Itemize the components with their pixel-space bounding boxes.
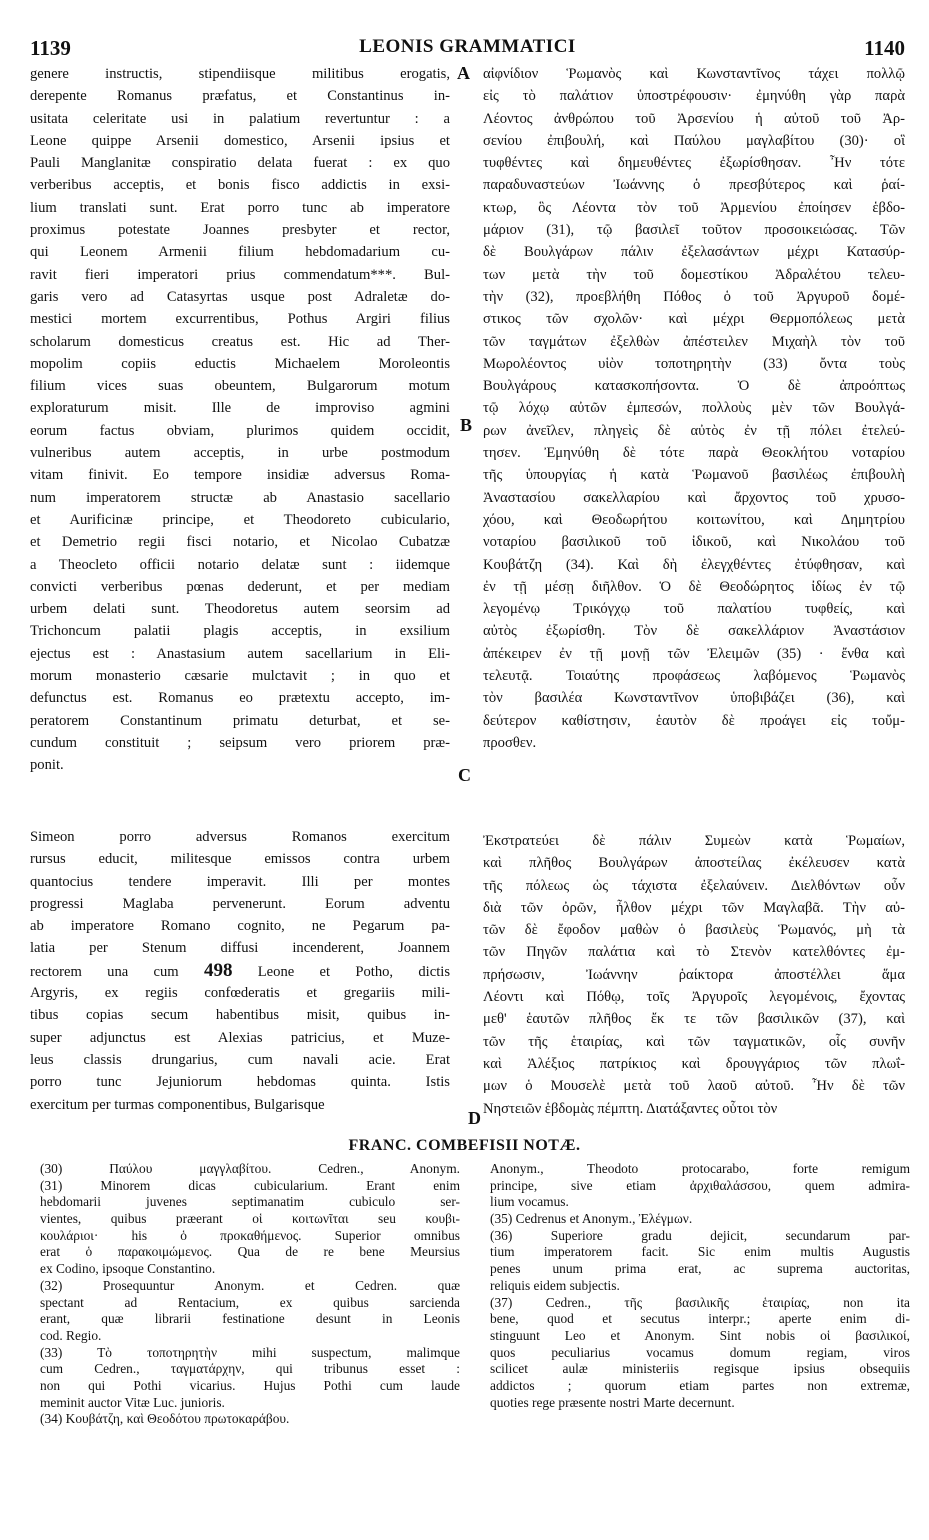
text-line: ρων ἀνεῖλεν, πληγεὶς δὲ αὐτὸς ἐν τῇ πόλει ἐτελεύ-: [483, 422, 905, 439]
note-line: (34) Κουβάτζη, καὶ Θεοδότου πρωτοκαράβου.: [40, 1411, 290, 1427]
latin-column-bottom: [30, 826, 450, 1116]
text-line: latia per Stenum diffusi incenderent, Joannem: [30, 940, 450, 957]
text-line: qui Leonem Armenii filium hebdomadarium cu-: [30, 244, 450, 261]
text-line: tibus copias secum habentibus misit, quibus in-: [30, 1007, 450, 1024]
text-line: ἐν τῇ μέσῃ διῆλθον. Ὁ δὲ Θεοδώρητος ἰδίως ἐν τῷ: [483, 578, 905, 595]
text-line: urbem delati sunt. Theodoretus autem seorsim ad: [30, 601, 450, 618]
text-line: στικος τῶν σχολῶν· καὶ μέχρι Θερμοπόλεως μετὰ: [483, 311, 905, 328]
text-line: τῶν Πηγῶν παλάτια καὶ τὸ Στενὸν κατελθόντες ἐμ-: [483, 944, 905, 961]
text-line: δὲ Βουλγάρων πάλιν ἐξελασάντων μέχρι Κατασύρ-: [483, 244, 905, 261]
latin-column-top: [30, 63, 450, 777]
note-line: (30) Παύλου μαγγλαβίτου. Cedren., Anonym.: [40, 1161, 460, 1176]
text-line: eorum factus obviam, plurimos quidem occidit,: [30, 422, 450, 439]
note-line: non qui Pothi vicarius. Hujus Pothi cum laude: [40, 1377, 460, 1393]
text-line: genere instructis, stipendiisque militibus erogatis,: [30, 66, 450, 82]
text-line: ἀπέκειρεν ἐν τῇ μονῇ τῶν Ἐλειμῶν (35) · ἔνθα καὶ: [483, 645, 905, 662]
text-line: τὴν (32), προεβλήθη Πόθος ὁ τοῦ Ἀργυροῦ δομέ-: [483, 288, 905, 305]
text-line: Trichoncum palatii plagis acceptis, in exsilium: [30, 623, 450, 640]
text-line: των μετὰ τὴν τοῦ δομεστίκου Ἀδραλέτου τελευ-: [483, 266, 905, 283]
note-line: κουλάριοι· his ὁ προκαθήμενος. Superior omnibus: [40, 1227, 460, 1243]
text-line: Ἐκστρατεύει δὲ πάλιν Συμεὼν κατὰ Ῥωμαίων,: [483, 833, 905, 849]
text-line: et Demetrio regii fisci notario, et Nicolao Cubatzæ: [30, 534, 450, 551]
inline-page-marker: 498: [203, 959, 233, 981]
text-line: rursus educit, militesque emissos contra urbem: [30, 851, 450, 868]
text-line: Simeon porro adversus Romanos exercitum: [30, 829, 450, 845]
text-line: τῆς πόλεως ὡς τάχιστα ἐξελαύνειν. Διελθόντων οὖν: [483, 877, 905, 894]
text-line: num imperatorem structæ ab Anastasio sacellario: [30, 489, 450, 506]
text-line: καὶ πλῆθος Βουλγάρων ἀποστείλας ἐκέλευσεν κατὰ: [483, 855, 905, 872]
text-line: σενίου ἐπιβουλή, καὶ Παύλου μαγλαβίτου (30)· οἳ: [483, 132, 905, 149]
text-line: αἰφνίδιον Ῥωμανὸς καὶ Κωνσταντῖνος τάχει πολλῷ: [483, 66, 905, 82]
text-line: filium vices suas obeuntem, Bulgarorum motum: [30, 378, 450, 395]
note-line: (35) Cedrenus et Anonym., Ἐλέγμων.: [490, 1211, 693, 1227]
text-line: Νηστειῶν ἑβδομὰς πέμπτη. Διατάξαντες οὗτοι τὸν: [483, 1100, 778, 1117]
text-line: lium translati sunt. Erat porro tunc ab imperatore: [30, 199, 450, 216]
text-line: progressi Maglaba pervenerunt. Eorum adventu: [30, 895, 450, 912]
note-line: stinguunt Leo et Anonym. Sint nobis οἱ βασιλικοί,: [490, 1327, 910, 1343]
note-line: (33) Τὸ τοποτηρητὴν mihi suspectum, malimque: [40, 1344, 460, 1360]
text-line: scholarum domesticus creatus est. Hic ad Ther-: [30, 333, 450, 350]
margin-marker-c: C: [458, 765, 471, 785]
note-line: addictos ; quorum etiam partes non extremæ,: [490, 1377, 910, 1393]
text-line: νοταρίου βασιλικοῦ τοῦ ἰδικοῦ, καὶ Νικολάου τοῦ: [483, 534, 905, 551]
text-line: τῶν δὲ ἔφοδον μαθὼν ὁ βασιλεὺς Ῥωμανός, μὴ τὰ: [483, 922, 905, 939]
text-line: ponit.: [30, 757, 64, 774]
greek-column-top: [483, 63, 905, 754]
text-line: τυφθέντες καὶ δημευθέντες ἐξωρίσθησαν. Ἦν τότε: [483, 155, 905, 172]
text-line: Κουβάτζη (34). Καὶ δὴ ἐλεγχθέντες ἐτύφθησαν, καὶ: [483, 556, 905, 573]
text-line: τῶν ταγμάτων ἐξελθὼν ἀπέστειλεν Μιχαὴλ τὸν τοῦ: [483, 333, 905, 350]
text-line: a Theocleto officii notario delatæ sunt : iidemque: [30, 556, 450, 573]
greek-column-bottom: [483, 830, 905, 1120]
text-line: et Aurificinæ principe, et Theodoreto cubiculario,: [30, 511, 450, 528]
text-line: τῶν τῆς ἑταιρίας, καὶ τῶν ταγματικῶν, οἷς συνῆν: [483, 1033, 905, 1050]
notes-column-left: [40, 1161, 460, 1428]
margin-marker-a: A: [457, 63, 470, 83]
note-line: erat ὁ παρακοιμώμενος. Qua de re bene Meursius: [40, 1244, 460, 1260]
note-line: Anonym., Theodoto protocarabo, forte remigum: [490, 1161, 910, 1176]
text-line: Ἀναστασίου σακελλαρίου καὶ ἄρχοντος τοῦ χρυσο-: [483, 489, 905, 506]
text-line: τὸν βασιλέα Κωνσταντῖνον ὑποβιβάζει (36), καὶ: [483, 690, 905, 707]
running-header: [30, 36, 905, 60]
note-line: bene, quod et secutus interpr.; aperte enim di-: [490, 1311, 910, 1327]
note-line: cod. Regio.: [40, 1327, 102, 1343]
text-line: vitam finivit. Eo tempore insidiæ adversus Roma-: [30, 467, 450, 484]
margin-marker-d: D: [468, 1108, 481, 1128]
text-line: porro tunc Jejuniorum hebdomas quinta. Istis: [30, 1074, 450, 1091]
note-line: penes unum prima erat, ac suprema auctoritas,: [490, 1261, 910, 1277]
text-line: τῆς ὑπουργίας ἡ κατὰ Ῥωμανοῦ βασιλέως ἐπιβουλὴ: [483, 467, 905, 484]
note-line: (31) Minorem dicas cubicularium. Erant enim: [40, 1177, 460, 1193]
text-line: Βουλγάρους κατασκοπήσοντα. Ὁ δὲ ἀπροόπτως: [483, 378, 905, 395]
text-line: verberibus acceptis, et bonis fisco addictis in exsi-: [30, 177, 450, 194]
text-line: μάριον (31), τῷ βασιλεῖ τοῦτον προσοικειώσας. Τῶν: [483, 222, 905, 239]
note-line: hebdomarii juvenes septimanatim cubiculo ser-: [40, 1194, 460, 1210]
text-line: λεγομένῳ Τρικόγχῳ τοῦ παλατίου τυφθείς, καὶ: [483, 601, 905, 618]
text-line: morum monasterio cæsarie mulctavit ; in quo et: [30, 668, 450, 685]
note-line: meminit auctor Vitæ Luc. junioris.: [40, 1394, 225, 1410]
text-line: quantocius tendere imperavit. Illi per montes: [30, 873, 450, 890]
note-line: cum Cedren., ταγματάρχην, qui tribunus esset :: [40, 1361, 460, 1377]
text-line: Λέοντι καὶ Πόθῳ, τοῖς Ἀργυροῖς λεγομένοις, ἔχοντας: [483, 989, 905, 1006]
text-line: convicti verberibus pœnas dederunt, et per mediam: [30, 578, 450, 595]
text-line: Argyris, ex regiis confœderatis et gregariis mili-: [30, 985, 450, 1002]
text-line: τῷ λόχῳ αὐτῶν ἐμπεσών, πολλοὺς μὲν τῶν Βουλγά-: [483, 400, 905, 417]
margin-marker-b: B: [460, 415, 473, 435]
text-line: διὰ τῶν ὀρῶν, ἦλθον μέχρι τῶν Μαγλαβᾶ. Τὴν αὐ-: [483, 899, 905, 916]
text-line: Leone quippe Arsenii domestico, Arsenii ipsius et: [30, 132, 450, 149]
text-line: χόου, καὶ Θεοδωρήτου κοιτωνίτου, καὶ Δημητρίου: [483, 511, 905, 528]
text-line: defunctus est. Romanus eo prætextu accepto, im-: [30, 690, 450, 707]
text-line: προσθεν.: [483, 734, 537, 751]
text-line: καὶ Ἀλέξιος πατρίκιος καὶ δρουγγάριος τῶν πλωΐ-: [483, 1055, 905, 1072]
text-line: mestici mortem excurrentibus, Pothus Argiri filius: [30, 311, 450, 328]
text-line: exploraturum misit. Ille de improviso agmini: [30, 400, 450, 417]
text-line: μων ὁ Μουσελὲ μετὰ τοῦ λαοῦ αὐτοῦ. Ἦν δὲ τῶν: [483, 1078, 905, 1095]
note-line: (32) Prosequuntur Anonym. et Cedren. quæ: [40, 1277, 460, 1293]
text-line: exercitum per turmas componentibus, Bulgarisque: [30, 1096, 325, 1113]
text-line: Pauli Manglanitæ conspiratio delata fuerat : ex quo: [30, 155, 450, 172]
note-line: (36) Superiore gradu dejicit, secundarum par-: [490, 1227, 910, 1243]
text-line: mopolim copiis eductis Michaelem Moroleontis: [30, 355, 450, 372]
note-line: scilicet aulæ ministeriis regisque ipsius obsequiis: [490, 1361, 910, 1377]
text-line: rectorem una cum 498 Leone et Potho, dictis: [30, 959, 450, 981]
note-line: reliquis eidem subjectis.: [490, 1277, 620, 1293]
text-line: παραδυναστεύων Ἰωάννης ὁ πρεσβύτερος καὶ ῥαί-: [483, 177, 905, 194]
text-line: Μωρολέοντος υἱὸν τοποτηρητὴν (33) ὄντα τοὺς: [483, 355, 905, 372]
notes-column-right: [490, 1161, 910, 1411]
text-line: κτωρ, ὃς Λέοντα τὸν τοῦ Ἀρμενίου ἐποίησεν ἑβδο-: [483, 199, 905, 216]
text-line: Λέοντος ἀνθρώπου τοῦ Ἀρσενίου ἡ αὐτοῦ τοῦ Ἀρ-: [483, 110, 905, 127]
text-line: τησεν. Ἐμηνύθη δὲ τότε παρὰ Θεοκλήτου νοταρίου: [483, 445, 905, 462]
note-line: (37) Cedren., τῆς βασιλικῆς ἑταιρίας, non ita: [490, 1294, 910, 1310]
note-line: principe, sive etiam ἀρχιθαλάσσου, quem admira-: [490, 1177, 910, 1193]
note-line: quos peculiarius vocamus domum regiam, viros: [490, 1344, 910, 1360]
text-line: ejectus est : Anastasium autem sacellarium in Eli-: [30, 645, 450, 662]
text-line: leus classis drungarius, cum navali acie. Erat: [30, 1051, 450, 1068]
text-line: δεύτερον καθίστησιν, ἑαυτὸν δὲ προάγει εἰς τοὔμ-: [483, 712, 905, 729]
text-line: proximus potestate Joannes presbyter et rector,: [30, 222, 450, 239]
text-line: εἰς τὸ παλάτιον ὑποστρέφουσιν· ἐμηνύθη γὰρ παρὰ: [483, 88, 905, 105]
note-line: erant, quæ librarii festinatione desunt in Leonis: [40, 1311, 460, 1327]
text-line: super adjunctus est Alexias patricius, et Muze-: [30, 1029, 450, 1046]
note-line: ex Codino, ipsoque Constantino.: [40, 1261, 216, 1277]
notes-heading: FRANC. COMBEFISII NOTÆ.: [348, 1137, 581, 1154]
text-line: peratorem Constantinum primatu deturbat, et se-: [30, 712, 450, 729]
note-line: quoties rege præsente nostri Marte decernunt.: [490, 1394, 735, 1410]
page-number-right: 1140: [864, 36, 905, 60]
text-line: τελευτᾷ. Τοιαύτης προφάσεως λαβόμενος Ῥωμανὸς: [483, 668, 905, 685]
text-line: ravit fieri imperatori prius commendatum***. Bul-: [30, 266, 450, 283]
text-line: usitata celeritate usi in palatium revertuntur : a: [30, 110, 450, 127]
text-line: garis vero ad Catasyrtas usque post Adraletæ do-: [30, 288, 450, 305]
running-title: LEONIS GRAMMATICI: [359, 36, 576, 57]
note-line: tium imperatorem facit. Sic enim multis Augustis: [490, 1244, 910, 1260]
note-line: vientes, quibus præerant οἱ κοιτωνῖται seu κουβι-: [40, 1211, 460, 1227]
text-line: vulneribus autem acceptis, in urbe postmodum: [30, 445, 450, 462]
text-line: αὐτὸς ἐξωρίσθη. Τὸν δὲ σακελλάριον Ἀναστάσιον: [483, 623, 905, 640]
text-line: μεθ' ἑαυτῶν πλῆθος ἔκ τε τῶν βασιλικῶν (37), καὶ: [483, 1011, 905, 1028]
note-line: lium vocamus.: [490, 1194, 569, 1210]
text-line: πρήσωσιν, Ἰωάννην ῥαίκτορα ἀποστέλλει ἅμα: [483, 966, 905, 983]
note-line: spectant ad Rentacium, ex quibus sarcienda: [40, 1294, 460, 1310]
page-number-left: 1139: [30, 36, 71, 60]
text-line: derepente Romanus præfatus, et Constantinus in-: [30, 88, 450, 105]
text-line: ab imperatore Romano cognito, ne Pegarum pa-: [30, 918, 450, 935]
text-line: cundum constituit ; seipsum vero priorem præ-: [30, 734, 450, 751]
